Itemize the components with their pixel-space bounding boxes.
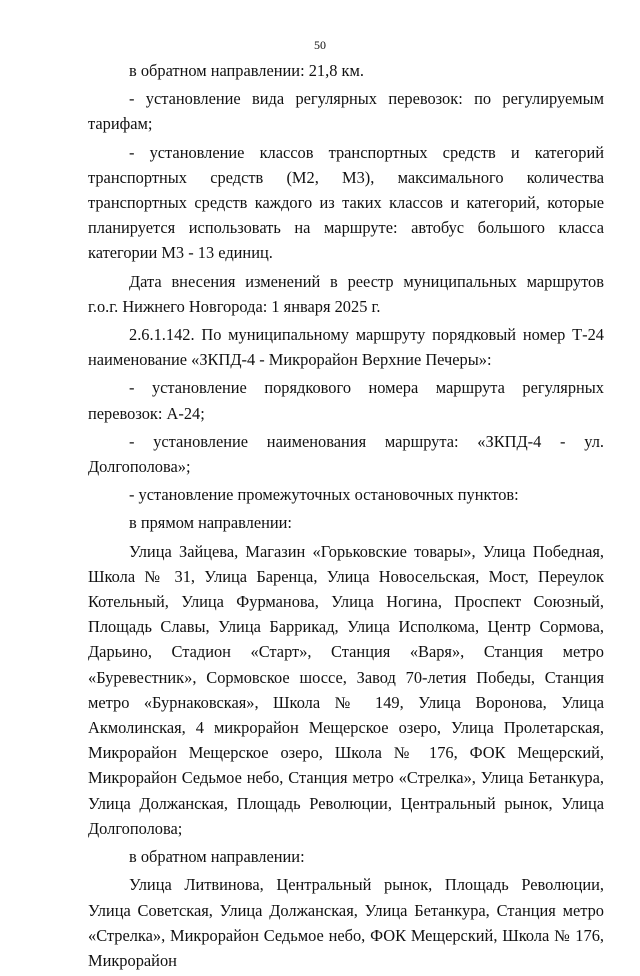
paragraph-route-t24-heading: 2.6.1.142. По муниципальному маршруту порядковый номер Т-24 наименование «ЗКПД-4 - Микрорайон Верхние Печеры»:: [88, 325, 604, 370]
paragraph-transport-type: - установление вида регулярных перевозок: по регулируемым тарифам;: [88, 89, 604, 134]
paragraph-forward-direction: в прямом направлении:: [129, 513, 292, 533]
paragraph-route-name: - установление наименования маршрута: «ЗКПД-4 - ул. Долгополова»;: [88, 431, 604, 477]
paragraph-route-number: - установление порядкового номера маршрута регулярных перевозок: А-24;: [88, 378, 604, 423]
paragraph-vehicle-classes: - установление классов транспортных средств и категорий транспортных средств (М2, М3), максимального количества транспортных средств каждого из таких классов и категорий, которые планируется использовать на маршруте: автобус большого класса категории М3 - 13 единиц.: [88, 142, 604, 263]
paragraph-forward-stops-list: Улица Зайцева, Магазин «Горьковские товары», Улица Победная, Школа № 31, Улица Баренца, Улица Новосельская, Мост, Переулок Котельный, Улица Фурманова, Улица Ногина, Проспект Союзный, Площадь Славы, Улица Баррикад, Улица Исполкома, Центр Сормова, Дарьино, Стадион «Старт», Станция «Варя», Станция метро «Буревестник», Сормовское шоссе, Завод 70-летия Победы, Станция метро «Бурнаковская», Школа № 149, Улица Воронова, Улица Акмолинская, 4 микрорайон Мещерское озеро, Улица Пролетарская, Микрорайон Мещерское озеро, Школа № 176, ФОК Мещерский, Микрорайон Седьмое небо, Станция метро «Стрелка», Улица Бетанкура, Улица Должанская, Площадь Революции, Центральный рынок, Улица Долгополова;: [88, 541, 604, 838]
paragraph-return-stops-list: Улица Литвинова, Центральный рынок, Площадь Революции, Улица Советская, Улица Должанская, Улица Бетанкура, Станция метро «Стрелка», Микрорайон Седьмое небо, ФОК Мещерский, Школа № 176, Микрорайон: [88, 875, 604, 970]
document-body: [88, 58, 604, 976]
paragraph-return-direction: в обратном направлении:: [129, 847, 305, 867]
page-number: 50: [314, 38, 326, 52]
paragraph-return-distance: в обратном направлении: 21,8 км.: [129, 61, 364, 80]
paragraph-registry-change-date: Дата внесения изменений в реестр муниципальных маршрутов г.о.г. Нижнего Новгорода: 1 января 2025 г.: [88, 271, 604, 316]
paragraph-intermediate-stops: - установление промежуточных остановочных пунктов:: [129, 485, 519, 505]
